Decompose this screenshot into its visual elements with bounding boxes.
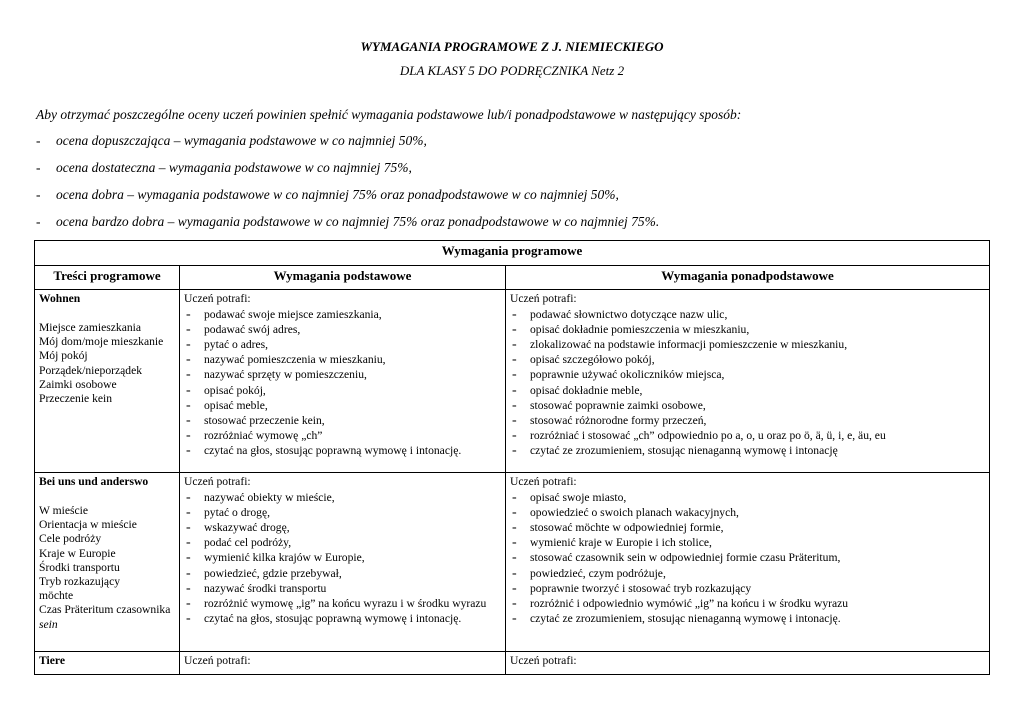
subtopic: Kraje w Europie [39,546,116,560]
list-item: - powiedzieć, gdzie przebywał, [184,566,501,581]
list-item: - opisać pokój, [184,383,501,398]
list-item: - czytać ze zrozumieniem, stosując nienaganną wymowę i intonację. [510,611,985,626]
subtopic: Mój pokój [39,349,88,363]
list-item: - rozróżnić wymowę „ig” na końcu wyrazu i w środku wyrazu [184,596,501,611]
list-item: - czytać na głos, stosując poprawną wymowę i intonację. [184,443,501,458]
subtopic: W mieście [39,504,89,517]
list-item: - czytać ze zrozumieniem, stosując nienaganną wymowę i intonację [510,443,985,458]
list-item: - opisać meble, [184,398,501,413]
list-item: - wymienić kilka krajów w Europie, [184,550,501,565]
document-subtitle: DLA KLASY 5 DO PODRĘCZNIKA Netz 2 [399,63,625,78]
requirements-heading: Uczeń potrafi: [510,475,577,488]
subtopic: möchte [39,589,74,603]
list-item: - podać cel podróży, [184,535,501,550]
subtopic: Porządek/nieporządek [39,363,143,377]
subtopic: Mój dom/moje mieszkanie [39,335,164,349]
list-item: - opisać dokładnie pomieszczenia w mieszkaniu, [510,322,985,337]
list-item: - stosować różnorodne formy przeczeń, [510,413,985,428]
list-item: - nazywać pomieszczenia w mieszkaniu, [184,352,501,367]
list-item: - rozróżniać i stosować „ch” odpowiednio po a, o, u oraz po ö, ä, ü, i, e, äu, eu [510,428,985,443]
table-row [35,473,990,652]
advanced-requirements-cell [506,473,990,652]
advanced-requirements-cell [506,290,990,473]
basic-requirements-cell [180,473,506,652]
list-item: - opowiedzieć o swoich planach wakacyjnych, [510,505,985,520]
list-item: - podawać swoje miejsce zamieszkania, [184,307,501,322]
column-header: Wymagania ponadpodstawowe [506,266,990,290]
list-item: - powiedzieć, czym podróżuje, [510,566,985,581]
list-item: - stosować czasownik sein w odpowiedniej formie czasu Präteritum, [510,550,985,565]
list-item: - wymienić kraje w Europie i ich stolice, [510,535,985,550]
list-item: - czytać na głos, stosując poprawną wymowę i intonację. [184,611,501,626]
basic-requirements-cell [180,290,506,473]
list-item: - rozróżnić i odpowiednio wymówić „ig” na końcu i w środku wyrazu [510,596,985,611]
requirements-table [34,240,990,675]
table-row [35,290,990,473]
requirements-heading: Uczeń potrafi: [510,654,577,667]
topic-title: Bei uns und anderswo [39,475,149,488]
list-item: - opisać szczegółowo pokój, [510,352,985,367]
grade-bullet: - ocena dobra – wymagania podstawowe w co najmniej 75% oraz ponadpodstawowe w co najmniej 50%, [36,187,619,202]
requirements-heading: Uczeń potrafi: [184,292,251,305]
list-item: - poprawnie używać okoliczników miejsca, [510,367,985,382]
list-item: - podawać słownictwo dotyczące nazw ulic, [510,307,985,322]
subtopic: Czas Präteritum czasownika [39,603,171,617]
subtopic: Orientacja w mieście [39,518,137,532]
list-item: - stosować przeczenie kein, [184,413,501,428]
subtopic: Środki transportu [39,560,120,574]
list-item: - nazywać obiekty w mieście, [184,490,501,505]
column-header: Treści programowe [35,266,180,290]
requirements-heading: Uczeń potrafi: [510,292,577,305]
list-item: - nazywać sprzęty w pomieszczeniu, [184,367,501,382]
grade-bullet: - ocena dopuszczająca – wymagania podstawowe w co najmniej 50%, [36,133,427,148]
list-item: - opisać dokładnie meble, [510,383,985,398]
grade-bullet: - ocena bardzo dobra – wymagania podstawowe w co najmniej 75% oraz ponadpodstawowe w co najmniej 75%. [36,214,660,229]
list-item: - podawać swój adres, [184,322,501,337]
subtopic: sein [39,617,58,631]
subtopic: Miejsce zamieszkania [39,321,142,334]
list-item: - zlokalizować na podstawie informacji pomieszczenie w mieszkaniu, [510,337,985,352]
table-caption: Wymagania programowe [35,241,990,266]
grade-bullet: - ocena dostateczna – wymagania podstawowe w co najmniej 75%, [36,160,412,175]
requirements-heading: Uczeń potrafi: [184,475,251,488]
list-item: - nazywać środki transportu [184,581,501,596]
document-title: WYMAGANIA PROGRAMOWE Z J. NIEMIECKIEGO [360,39,664,54]
subtopic: Przeczenie kein [39,392,113,406]
list-item: - pytać o adres, [184,337,501,352]
list-item: - stosować poprawnie zaimki osobowe, [510,398,985,413]
list-item: - rozróżniać wymowę „ch” [184,428,501,443]
list-item: - poprawnie tworzyć i stosować tryb rozkazujący [510,581,985,596]
topic-cell [35,652,180,675]
topic-title: Tiere [39,654,65,667]
list-item: - stosować möchte w odpowiedniej formie, [510,520,985,535]
list-item: - wskazywać drogę, [184,520,501,535]
requirements-heading: Uczeń potrafi: [184,654,251,667]
subtopic: Tryb rozkazujący [39,575,121,589]
subtopic: Cele podróży [39,532,102,546]
basic-requirements-cell [180,652,506,675]
topic-cell [35,473,180,652]
subtopic: Zaimki osobowe [39,377,117,391]
advanced-requirements-cell [506,652,990,675]
intro-text: Aby otrzymać poszczególne oceny uczeń powinien spełnić wymagania podstawowe lub/i ponadpodstawowe w następujący sposób: [36,107,742,122]
topic-cell [35,290,180,473]
topic-title: Wohnen [39,292,81,305]
list-item: - opisać swoje miasto, [510,490,985,505]
column-header: Wymagania podstawowe [180,266,506,290]
table-row [35,652,990,675]
list-item: - pytać o drogę, [184,505,501,520]
